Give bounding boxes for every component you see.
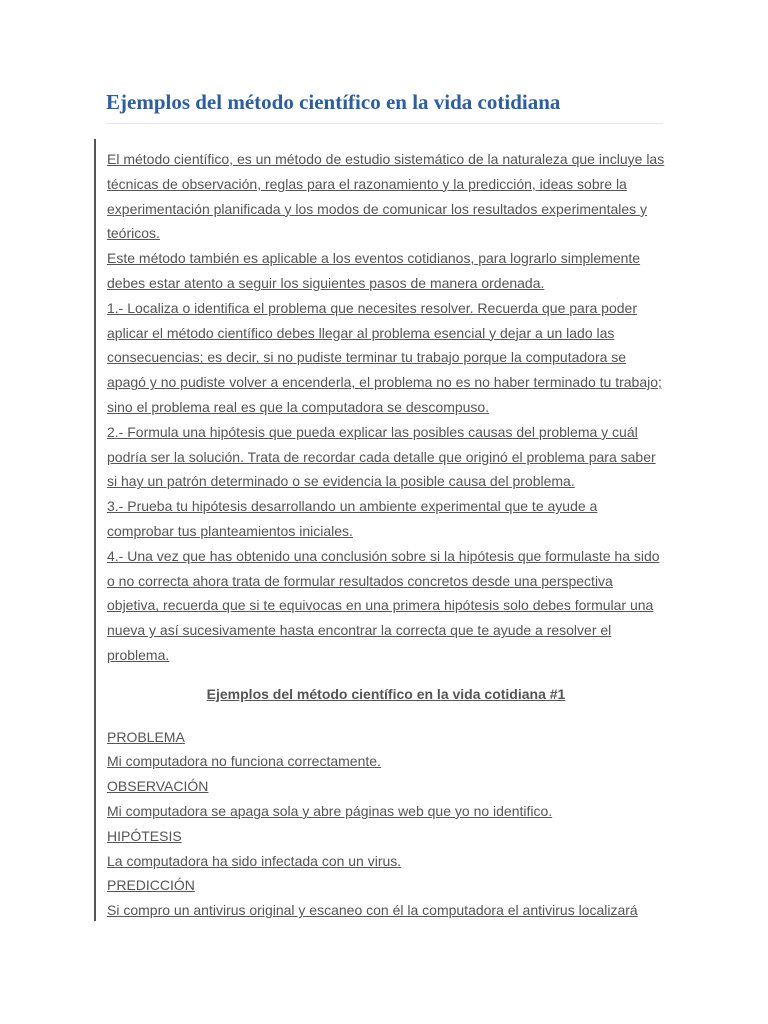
example-heading (107, 668, 665, 725)
article-body (107, 147, 665, 923)
example-label-observacion: OBSERVACIÓN (107, 778, 209, 795)
title-divider (106, 123, 663, 124)
step-paragraph-text: 1.- Localiza o identifica el problema que necesites resolver. Recuerda que para poder aplicar el método científico debes llegar al problema esencial y dejar a un lado las consecuencias; es decir, si no pudiste terminar tu trabajo porque la computadora se apagó y no pudiste volver a encenderla, el problema no es no haber terminado tu trabajo; sino el problema real es que la computadora se descompuso. (107, 299, 662, 415)
intro-paragraph-text: Este método también es aplicable a los eventos cotidianos, para lograrlo simplemente debes estar atento a seguir los siguientes pasos de manera ordenada. (107, 250, 641, 291)
example-label-hipotesis: HIPÓTESIS (107, 827, 182, 844)
intro-paragraph (107, 246, 665, 296)
example-text-hipotesis: La computadora ha sido infectada con un virus. (107, 852, 402, 869)
step-paragraph (107, 544, 665, 668)
article-title: Ejemplos del método científico en la vida cotidiana (106, 90, 561, 114)
step-paragraph-text: 2.- Formula una hipótesis que pueda explicar las posibles causas del problema y cuál podría ser la solución. Trata de recordar cada detalle que originó el problema para saber si hay un patrón determinado o se evidencia la posible causa del problema. (107, 423, 656, 490)
step-paragraph (107, 494, 665, 544)
example-label-prediccion: PREDICCIÓN (107, 877, 195, 894)
blockquote-bar (94, 139, 96, 921)
example-heading-text: Ejemplos del método científico en la vida cotidiana #1 (206, 685, 566, 702)
example-label-problema: PROBLEMA (107, 728, 185, 745)
step-paragraph-text: 3.- Prueba tu hipótesis desarrollando un ambiente experimental que te ayude a comprobar tus planteamientos iniciales. (107, 498, 598, 539)
step-paragraph-text: 4.- Una vez que has obtenido una conclusión sobre si la hipótesis que formulaste ha sido o no correcta ahora trata de formular resultados concretos desde una perspectiva objetiva, recuerda que si te equivocas en una primera hipótesis solo debes formular una nueva y así sucesivamente hasta encontrar la correcta que te ayude a resolver el problema. (107, 547, 660, 663)
example-text-observacion: Mi computadora se apaga sola y abre páginas web que yo no identifico. (107, 802, 553, 819)
step-paragraph (107, 420, 665, 494)
step-paragraph (107, 296, 665, 420)
intro-paragraph (107, 147, 665, 246)
example-text-prediccion: Si compro un antivirus original y escaneo con él la computadora el antivirus localizará (107, 902, 638, 919)
intro-paragraph-text: El método científico, es un método de estudio sistemático de la naturaleza que incluye las técnicas de observación, reglas para el razonamiento y la predicción, ideas sobre la experimentación planificada y los modos de comunicar los resultados experimentales y teóricos. (107, 151, 665, 242)
example-text-problema: Mi computadora no funciona correctamente. (107, 753, 381, 770)
